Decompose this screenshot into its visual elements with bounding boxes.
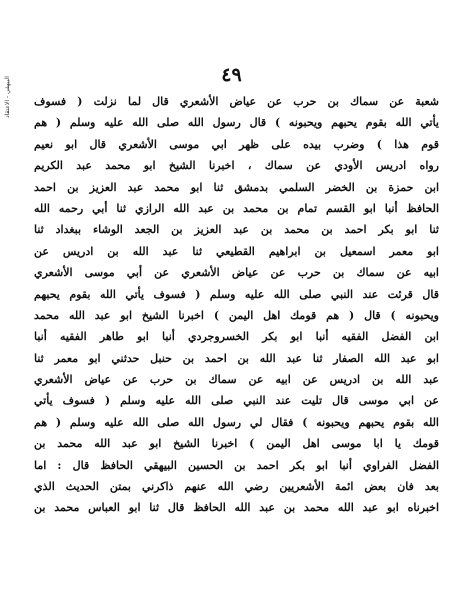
text-line: عبد الله بن ادريس عن ابيه عن سماك بن حرب عن عياض الأشعري	[34, 373, 439, 387]
text-line: بعد فان بعض ائمة الأشعريين رضي الله عنهم ذاكرني بمتن الحديث الذي	[34, 480, 439, 494]
text-line: ابو عبد الله الصفار ثنا عبد الله بن احمد بن حنبل حدثني ابو معمر ثنا	[34, 351, 439, 365]
text-line: الحافظ أنبا ابو القسم تمام بن محمد بن عبد الله الرازي ثنا أبي رحمه الله	[34, 201, 439, 215]
page-number: ٤٩	[221, 64, 242, 86]
text-line: قال قرئت عند النبي صلى الله عليه وسلم ( فسوف يأتي الله بقوم يحبهم	[34, 287, 439, 301]
text-line: رواه ادريس الأودي عن سماك ، اخبرنا الشيخ ابو محمد عبد الكريم	[34, 159, 439, 173]
text-line: عن ابي موسى قال تليت عند النبي صلى الله عليه وسلم ( فسوف يأتي	[34, 394, 439, 408]
text-line: ابو معمر اسمعيل بن ابراهيم القطيعي ثنا عبد الله بن ادريس عن	[34, 244, 439, 258]
side-margin-mark: البيهقي - الاعتقاد	[4, 76, 11, 118]
body-text	[34, 91, 439, 519]
text-line: ابيه عن سماك بن حرب عن عياض الأشعري عن أبي موسى الأشعري	[34, 266, 439, 280]
text-line: الله بقوم يحبهم ويحبونه ) فقال لي رسول الله صلى الله عليه وسلم ( هم	[34, 415, 439, 429]
text-line: قومك يا ابا موسى اهل اليمن ) اخبرنا الشيخ ابو عبد الله محمد بن	[34, 437, 439, 451]
text-line: ثنا ابو بكر احمد بن محمد بن عبد العزيز بن الجعد الوشاء ببغداد ثنا	[34, 223, 439, 237]
text-line: الفضل الفراوي أنبا ابو بكر احمد بن الحسين البيهقي الحافظ قال : اما	[34, 458, 439, 472]
text-line: ابن الفضل الفقيه أنبا ابو بكر الخسروجردي أنبا ابو طاهر الفقيه أنبا	[34, 330, 439, 344]
text-line: قوم هذا ) وضرب بيده على ظهر ابي موسى الأشعري قال ابو نعيم	[34, 137, 439, 151]
text-line: يأتي الله بقوم يحبهم ويحبونه ) قال رسول الله صلى الله عليه وسلم ( هم	[34, 116, 439, 130]
text-line: شعبة عن سماك بن حرب عن عياض الأشعري قال لما نزلت ( فسوف	[34, 95, 439, 108]
text-line: ويحبونه ) قال ( هم قومك اهل اليمن ) اخبرنا الشيخ ابو عبد الله محمد	[34, 308, 439, 322]
text-line: اخبرناه ابو عبد الله محمد بن عبد الله الحافظ قال ثنا ابو العباس محمد بن	[34, 501, 439, 515]
text-line: ابن حمزة بن الخضر السلمي بدمشق ثنا ابو محمد عبد العزيز بن احمد	[34, 180, 439, 194]
